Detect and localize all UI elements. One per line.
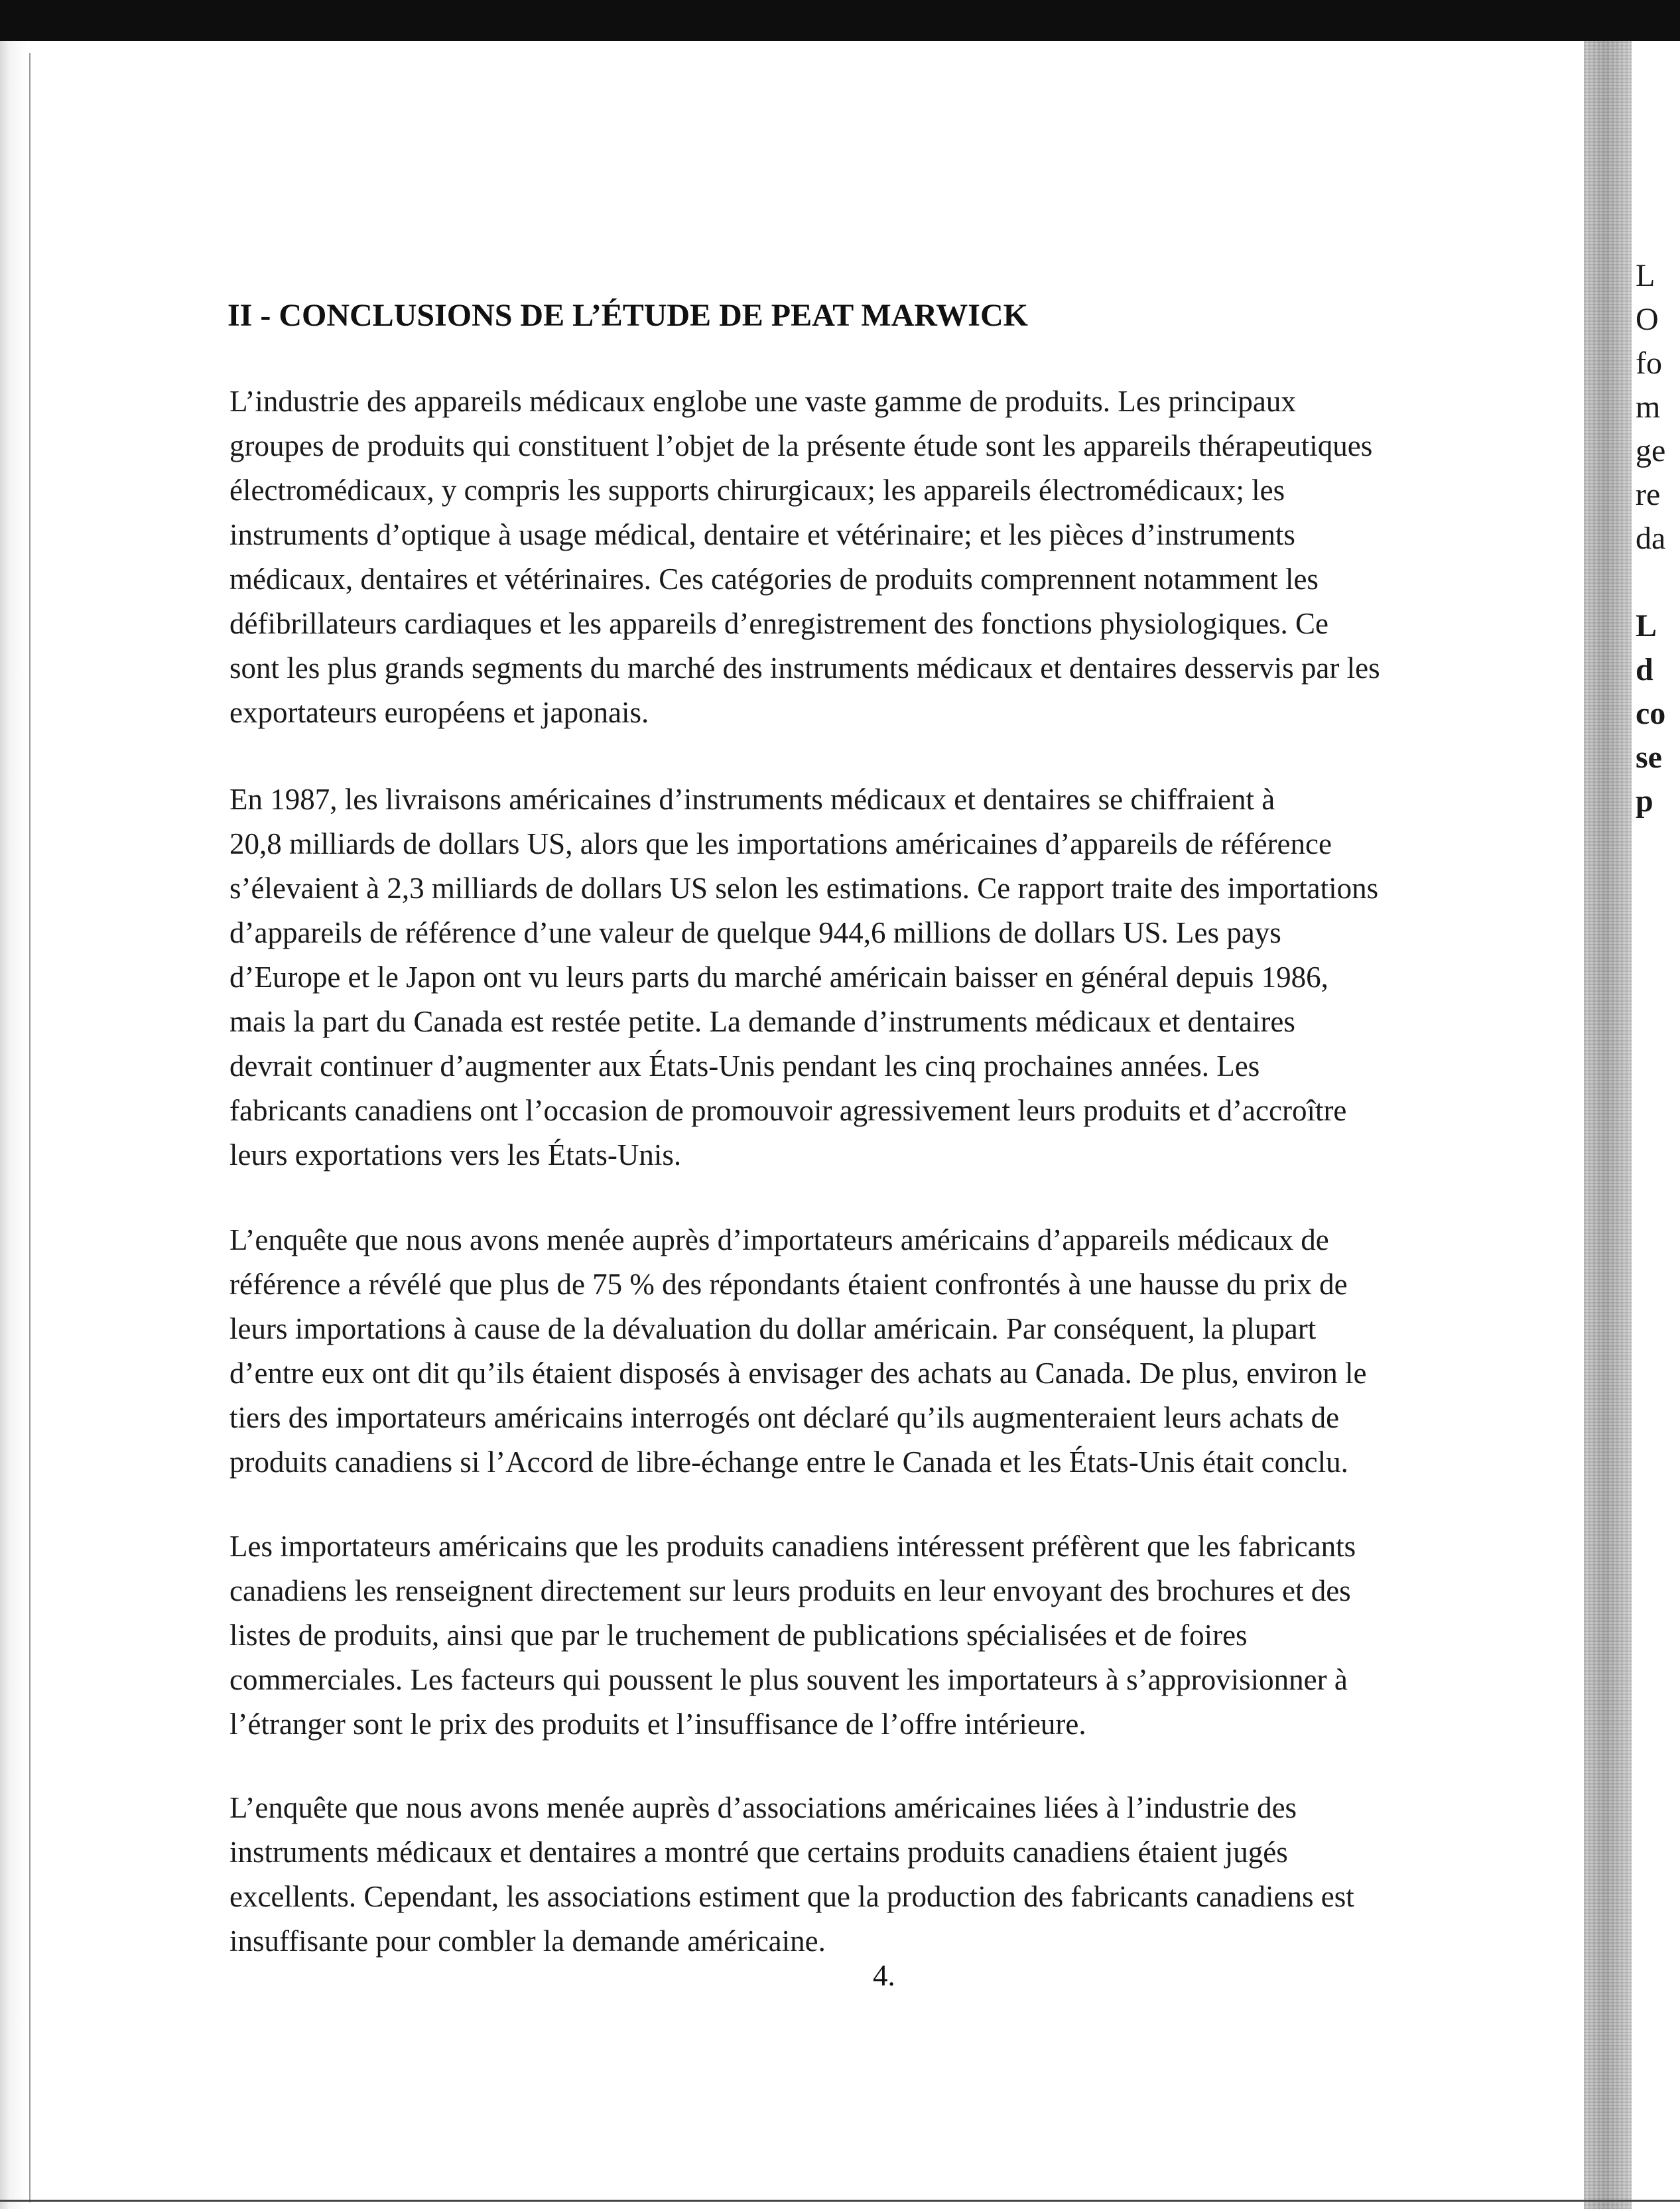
text-line: d’appareils de référence d’une valeur de quelque 944,6 millions de dollars US. Les pays	[229, 916, 1281, 949]
text-line: s’élevaient à 2,3 milliards de dollars US selon les estimations. Ce rapport traite des importations	[229, 872, 1379, 905]
text-line: l’étranger sont le prix des produits et l’insuffisance de l’offre intérieure.	[229, 1707, 1086, 1741]
paragraph-shipments	[229, 777, 1549, 1177]
text-line: excellents. Cependant, les associations estiment que la production des fabricants canadiens est	[229, 1880, 1354, 1913]
text-line: leurs importations à cause de la dévaluation du dollar américain. Par conséquent, la plupart	[229, 1312, 1317, 1345]
scan-bottom-border	[0, 2200, 1680, 2202]
text-line: d’Europe et le Japon ont vu leurs parts du marché américain baisser en général depuis 1986,	[229, 961, 1328, 994]
text-line: En 1987, les livraisons américaines d’instruments médicaux et dentaires se chiffraient à	[229, 783, 1275, 816]
text-line: canadiens les renseignent directement sur leurs produits en leur envoyant des brochures et des	[229, 1574, 1351, 1607]
adjacent-page-text: d	[1636, 652, 1653, 687]
adjacent-page-text: re	[1636, 477, 1661, 512]
text-line: médicaux, dentaires et vétérinaires. Ces catégories de produits comprennent notamment les	[229, 563, 1319, 596]
scan-left-edge	[0, 41, 38, 2209]
adjacent-page-text: L	[1636, 608, 1657, 643]
adjacent-page-text: co	[1636, 696, 1666, 731]
text-line: L’industrie des appareils médicaux englobe une vaste gamme de produits. Les principaux	[229, 385, 1296, 418]
text-line: L’enquête que nous avons menée auprès d’associations américaines liées à l’industrie des	[229, 1791, 1297, 1824]
adjacent-page-text: da	[1636, 521, 1666, 556]
text-line: exportateurs européens et japonais.	[229, 696, 649, 729]
text-line: L’enquête que nous avons menée auprès d’importateurs américains d’appareils médicaux de	[229, 1223, 1329, 1256]
text-line: tiers des importateurs américains interrogés ont déclaré qu’ils augmenteraient leurs achats de	[229, 1401, 1340, 1434]
scan-top-border	[0, 0, 1680, 41]
book-spine-shadow	[1584, 41, 1632, 2209]
page-left-rule	[29, 53, 31, 2202]
text-line: mais la part du Canada est restée petite. La demande d’instruments médicaux et dentaires	[229, 1005, 1295, 1038]
text-line: leurs exportations vers les États-Unis.	[229, 1138, 682, 1171]
paragraph-importer-preferences	[229, 1524, 1549, 1747]
adjacent-page-fragment	[1632, 41, 1680, 2209]
adjacent-page-text: m	[1636, 389, 1661, 425]
page-number: 4.	[873, 1959, 895, 1992]
text-line: commerciales. Les facteurs qui poussent le plus souvent les importateurs à s’approvisionner à	[229, 1663, 1348, 1696]
text-line: Les importateurs américains que les produits canadiens intéressent préfèrent que les fabricants	[229, 1530, 1356, 1563]
text-line: d’entre eux ont dit qu’ils étaient disposés à envisager des achats au Canada. De plus, environ le	[229, 1357, 1367, 1390]
adjacent-page-text: p	[1636, 783, 1653, 819]
text-line: 20,8 milliards de dollars US, alors que les importations américaines d’appareils de référence	[229, 827, 1332, 860]
section-heading: II - CONCLUSIONS DE L’ÉTUDE DE PEAT MARWICK	[227, 298, 1028, 333]
text-line: groupes de produits qui constituent l’objet de la présente étude sont les appareils thérapeutiques	[229, 429, 1373, 462]
text-line: défibrillateurs cardiaques et les appareils d’enregistrement des fonctions physiologiques. Ce	[229, 607, 1329, 640]
adjacent-page-text: se	[1636, 740, 1662, 775]
adjacent-page-text: fo	[1636, 346, 1662, 381]
adjacent-page-text: L	[1636, 258, 1655, 293]
adjacent-page-text: O	[1636, 302, 1659, 337]
text-line: référence a révélé que plus de 75 % des répondants étaient confrontés à une hausse du prix de	[229, 1268, 1348, 1301]
text-line: sont les plus grands segments du marché des instruments médicaux et dentaires desservis par les	[229, 651, 1380, 685]
text-line: instruments d’optique à usage médical, dentaire et vétérinaire; et les pièces d’instruments	[229, 518, 1295, 551]
text-line: produits canadiens si l’Accord de libre-échange entre le Canada et les États-Unis était conclu.	[229, 1445, 1348, 1479]
paragraph-association-survey	[229, 1786, 1549, 1964]
paragraph-importer-survey	[229, 1218, 1549, 1485]
text-line: listes de produits, ainsi que par le truchement de publications spécialisées et de foires	[229, 1619, 1248, 1652]
adjacent-page-text: ge	[1636, 433, 1666, 468]
text-line: insuffisante pour combler la demande américaine.	[229, 1924, 826, 1958]
text-line: fabricants canadiens ont l’occasion de promouvoir agressivement leurs produits et d’accroître	[229, 1094, 1347, 1127]
text-line: devrait continuer d’augmenter aux États-Unis pendant les cinq prochaines années. Les	[229, 1049, 1260, 1083]
text-line: électromédicaux, y compris les supports chirurgicaux; les appareils électromédicaux; les	[229, 474, 1285, 507]
paragraph-industry	[229, 379, 1549, 735]
text-line: instruments médicaux et dentaires a montré que certains produits canadiens étaient jugés	[229, 1836, 1288, 1869]
